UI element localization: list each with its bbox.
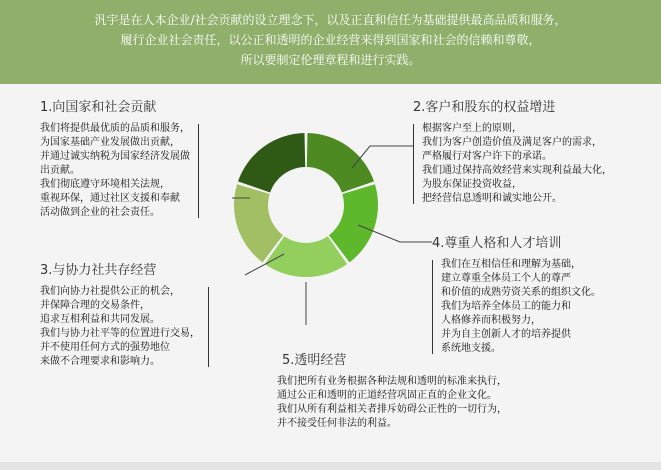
- section-5-body: [277, 375, 507, 431]
- intro-line: 汎宇是在人本企业/社会贡献的设立理念下，以及正直和信任为基础提供最高品质和服务，: [94, 13, 567, 27]
- section-1-body: [40, 122, 199, 220]
- intro-line: 所以要制定伦理章程和进行实践。: [240, 53, 421, 67]
- section-3-line: 来做不合理要求和影响力。: [40, 356, 160, 367]
- section-5-line: 我们把所有业务根据各种法规和透明的标准来执行，: [277, 376, 507, 387]
- section-4-line: 人格修养而积极努力，: [441, 315, 541, 326]
- section-3-line: 追求互相利益和共同发展。: [40, 314, 160, 325]
- section-1-line: 活动做到企业的社会责任。: [40, 207, 160, 218]
- section-5-line: 我们从所有利益相关者排斥妨碍公正性的一切行为，: [277, 404, 507, 415]
- section-1-line: 重视环保，通过社区支援和奉献: [40, 193, 180, 204]
- section-4-line: 和价值的成熟劳资关系的组织文化。: [441, 287, 601, 298]
- section-2-line: 我们为客户创造价值及满足客户的需求，: [422, 137, 602, 148]
- section-2-title: 2.客户和股东的权益增进: [413, 100, 556, 115]
- section-3-line: 并不使用任何方式的强势地位: [40, 342, 170, 353]
- intro-line: 履行企业社会责任，以公正和透明的企业经营来得到国家和社会的信赖和尊敬，: [120, 33, 541, 47]
- section-4-line: 系统地支援。: [441, 343, 501, 354]
- section-2: [413, 99, 612, 206]
- section-3-line: 我们与协力社平等的位置进行交易，: [40, 328, 200, 339]
- section-4: [432, 235, 601, 356]
- section-1: [40, 99, 199, 220]
- section-2-line: 我们通过保持高效经营来实现利益最大化，: [422, 165, 612, 176]
- donut-segment-2: [307, 133, 374, 192]
- section-1-line: 出贡献。: [40, 165, 80, 176]
- section-1-line: 我们彻底遵守环境相关法规，: [40, 179, 170, 190]
- section-2-line: 把经营信息透明和诚实地公开。: [422, 193, 562, 204]
- section-5: [277, 352, 507, 431]
- section-1-line: 并通过诚实纳税为国家经济发展做: [40, 151, 190, 162]
- section-3-body: [40, 285, 209, 369]
- section-1-title: 1.向国家和社会贡献: [40, 100, 157, 115]
- section-1-line: 为国家基础产业发展做出贡献，: [40, 137, 180, 148]
- section-4-title: 4.尊重人格和人才培训: [432, 236, 562, 251]
- section-4-line: 我们在互相信任和理解为基础，: [441, 259, 581, 270]
- section-3: [40, 262, 209, 369]
- section-2-line: 严格履行对客户许下的承诺。: [422, 151, 552, 162]
- section-2-line: 根据客户至上的原则，: [422, 123, 522, 134]
- section-5-line: 并不接受任何非法的利益。: [277, 418, 397, 429]
- donut-segment-1: [238, 133, 305, 192]
- section-4-line: 我们为培养全体员工的能力和: [441, 301, 571, 312]
- section-1-line: 我们将提供最优质的品质和服务，: [40, 123, 190, 134]
- section-3-line: 并保障合理的交易条件，: [40, 300, 150, 311]
- section-2-line: 为股东保证投资收益，: [422, 179, 522, 190]
- section-3-title: 3.与协力社共存经营: [40, 263, 157, 278]
- section-4-line: 建立尊重全体员工个人的尊严: [441, 273, 571, 284]
- footer-strip: [0, 462, 661, 470]
- section-4-body: [432, 258, 601, 356]
- section-5-line: 通过公正和透明的正道经营巩固正直的企业文化。: [277, 390, 497, 401]
- section-3-line: 我们向协力社提供公正的机会，: [40, 286, 180, 297]
- section-4-line: 并为自主创新人才的培养提供: [441, 329, 571, 340]
- donut-chart: [234, 133, 378, 277]
- section-2-body: [413, 122, 612, 206]
- section-5-title: 5.透明经营: [282, 353, 347, 368]
